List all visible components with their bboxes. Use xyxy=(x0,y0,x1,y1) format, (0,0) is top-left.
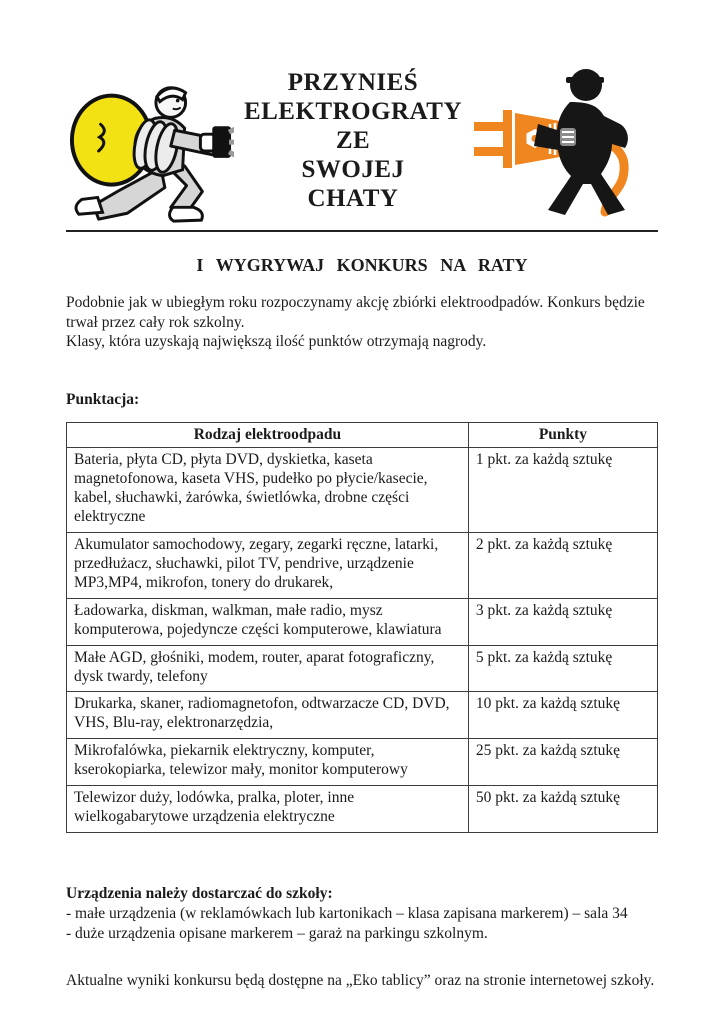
delivery-info xyxy=(66,884,658,943)
intro-paragraph-1: Podobnie jak w ubiegłym roku rozpoczynamy akcję zbiórki elektroodpadów. Konkurs będzie trwał przez cały rok szkolny. xyxy=(66,294,645,331)
table-header-rodzaj: Rodzaj elektroodpadu xyxy=(67,422,469,448)
results-note: Aktualne wyniki konkursu będą dostępne na „Eko tablicy” oraz na stronie internetowej szkoły. xyxy=(66,972,655,990)
title-line: ELEKTROGRATY xyxy=(243,98,463,125)
page-title xyxy=(234,58,472,213)
items-cell: Drukarka, skaner, radiomagnetofon, odtwarzacze CD, DVD, VHS, Blu-ray, elektronarzędzia, xyxy=(67,692,469,739)
items-cell: Mikrofalówka, piekarnik elektryczny, komputer, kserokopiarka, telewizor mały, monitor komputerowy xyxy=(67,739,469,786)
points-cell: 3 pkt. za każdą sztukę xyxy=(468,598,657,645)
header-divider-line xyxy=(66,230,658,232)
points-cell: 5 pkt. za każdą sztukę xyxy=(468,645,657,692)
points-table xyxy=(66,422,658,833)
items-cell: Telewizor duży, lodówka, pralka, ploter, inne wielkogabarytowe urządzenia elektryczne xyxy=(67,786,469,833)
items-cell: Ładowarka, diskman, walkman, małe radio, mysz komputerowa, pojedyncze części komputerowe, klawiatura xyxy=(67,598,469,645)
table-row xyxy=(67,533,658,599)
header xyxy=(66,0,658,224)
electrician-plug-illustration xyxy=(472,60,658,222)
intro-paragraphs xyxy=(66,293,658,352)
table-row xyxy=(67,448,658,533)
points-cell: 25 pkt. za każdą sztukę xyxy=(468,739,657,786)
table-header-row xyxy=(67,422,658,448)
table-row xyxy=(67,598,658,645)
title-line: ZE xyxy=(335,127,371,154)
table-row xyxy=(67,692,658,739)
points-cell: 50 pkt. za każdą sztukę xyxy=(468,786,657,833)
table-row xyxy=(67,739,658,786)
title-line: CHATY xyxy=(307,185,399,212)
items-cell: Małe AGD, głośniki, modem, router, aparat fotograficzny, dysk twardy, telefony xyxy=(67,645,469,692)
items-cell: Akumulator samochodowy, zegary, zegarki ręczne, latarki, przedłużacz, słuchawki, pilot TV, pendrive, urządzenie MP3,MP4, mikrofon, tonery do drukarek, xyxy=(67,533,469,599)
table-row xyxy=(67,645,658,692)
delivery-line-large-devices: - duże urządzenia opisane markerem – garaż na parkingu szkolnym. xyxy=(66,924,488,942)
delivery-heading: Urządzenia należy dostarczać do szkoły: xyxy=(66,884,333,902)
items-cell: Bateria, płyta CD, płyta DVD, dyskietka, kaseta magnetofonowa, kaseta VHS, pudełko po płycie/kasecie, kabel, słuchawki, żarówka, świetlówka, drobne części elektryczne xyxy=(67,448,469,533)
running-man-lightbulb-illustration xyxy=(66,76,234,224)
delivery-line-small-devices: - małe urządzenia (w reklamówkach lub kartonikach – klasa zapisana markerem) – sala 34 xyxy=(66,904,628,922)
title-line: PRZYNIEŚ xyxy=(287,69,419,96)
points-label: Punktacja: xyxy=(66,390,140,408)
table-row xyxy=(67,786,658,833)
intro-paragraph-2: Klasy, która uzyskają największą ilość punktów otrzymają nagrody. xyxy=(66,333,487,351)
section-heading: I WYGRYWAJ KONKURS NA RATY xyxy=(196,255,528,275)
title-line: SWOJEJ xyxy=(301,156,405,183)
table-header-punkty: Punkty xyxy=(468,422,657,448)
points-cell: 2 pkt. za każdą sztukę xyxy=(468,533,657,599)
points-cell: 1 pkt. za każdą sztukę xyxy=(468,448,657,533)
points-cell: 10 pkt. za każdą sztukę xyxy=(468,692,657,739)
